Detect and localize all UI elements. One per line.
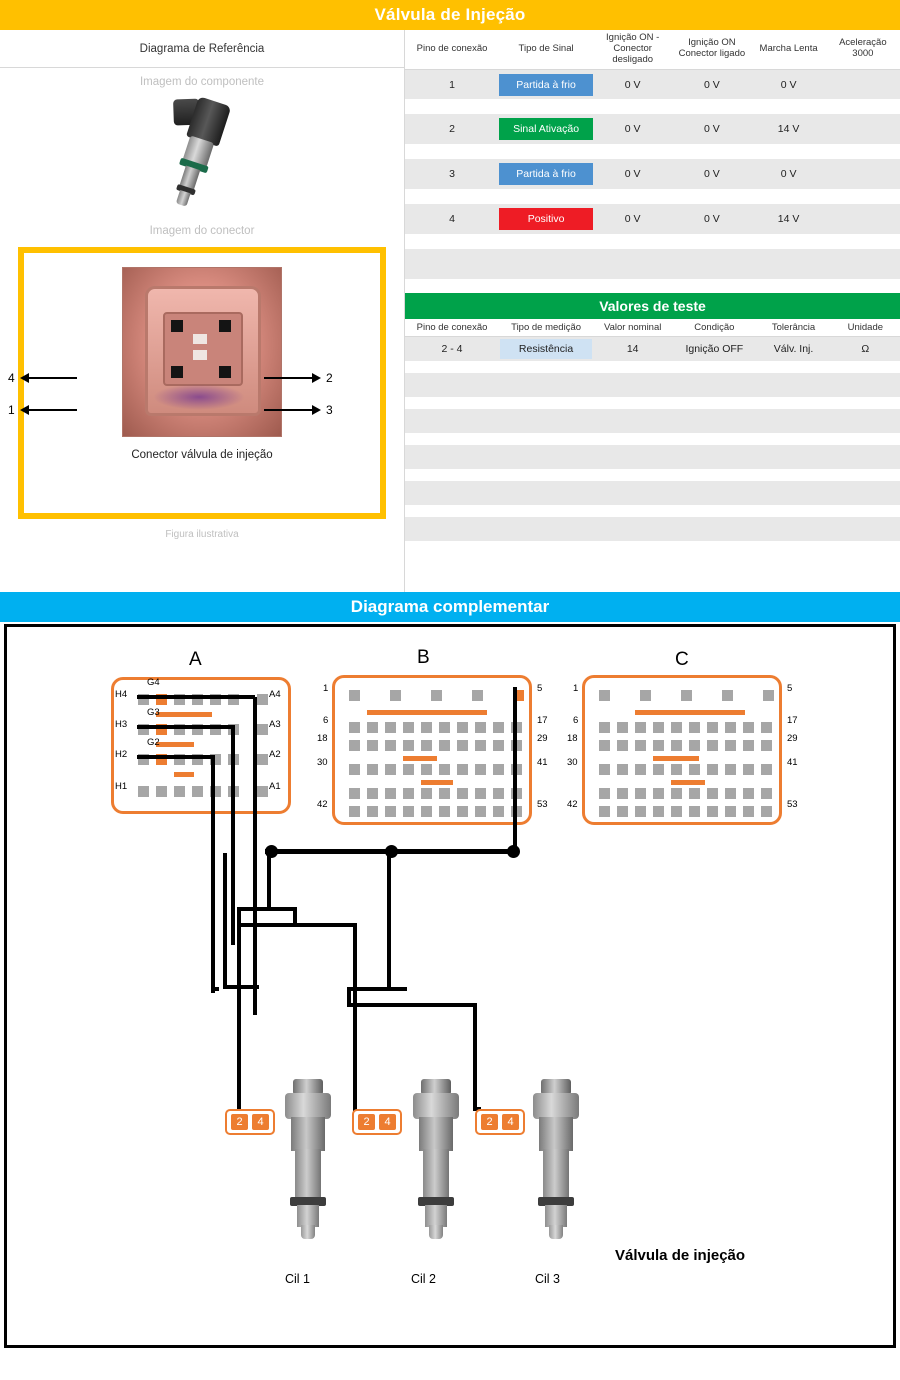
- pin-h1[interactable]: [138, 786, 149, 797]
- table-header-row: [405, 319, 900, 337]
- cell-v4: [826, 114, 900, 144]
- pin-c-row4-5[interactable]: [671, 764, 682, 775]
- connector-photo: [122, 267, 282, 437]
- cell-signal-type: [499, 204, 593, 234]
- connector-c-row-label-41-right: 41: [787, 757, 798, 768]
- measurements-panel: [405, 30, 900, 592]
- injector-2-graphic: [407, 1079, 465, 1239]
- pin-c-row3-1[interactable]: [599, 740, 610, 751]
- pin-row2-8[interactable]: [475, 722, 486, 733]
- pin-row2-7[interactable]: [457, 722, 468, 733]
- cell-v2: 0 V: [672, 159, 751, 189]
- reference-diagram-header: [0, 30, 404, 68]
- pin-a4[interactable]: [257, 694, 268, 705]
- cell-tolerance: Válv. Inj.: [756, 337, 830, 361]
- pin-row2-6[interactable]: [439, 722, 450, 733]
- pin-n[interactable]: [192, 786, 203, 797]
- pin-c-row6-4[interactable]: [653, 806, 664, 817]
- table-row-empty: [405, 249, 900, 279]
- table-row: [405, 337, 900, 361]
- pin-row2-2[interactable]: [367, 722, 378, 733]
- highlight-bar: [635, 710, 745, 715]
- connector-image-box: [8, 247, 386, 519]
- top-region: [0, 30, 900, 592]
- injector-1-graphic: [279, 1079, 337, 1239]
- table-spacer: [405, 361, 900, 373]
- pin-c-row2-9[interactable]: [743, 722, 754, 733]
- pin-row4-8[interactable]: [475, 764, 486, 775]
- connector-a-label: A: [189, 649, 202, 670]
- pin-row5-4[interactable]: [403, 788, 414, 799]
- pin-c-row5-4[interactable]: [653, 788, 664, 799]
- wire-inj1-signal: [237, 927, 241, 1115]
- pin-c-row2-3[interactable]: [635, 722, 646, 733]
- pin-c-row6-7[interactable]: [707, 806, 718, 817]
- connector-image-placeholder-label: Imagem do conector: [149, 225, 255, 237]
- cell-v2: 0 V: [672, 114, 751, 144]
- connector-c[interactable]: [582, 675, 782, 825]
- pin-row4-5[interactable]: [421, 764, 432, 775]
- cell-pin: 2: [405, 114, 499, 144]
- highlight-bar: [174, 772, 194, 777]
- pin-row5-7[interactable]: [457, 788, 468, 799]
- connector-b-row-label-42-left: 42: [317, 799, 328, 810]
- cell-pin: 3: [405, 159, 499, 189]
- pin-row6-9[interactable]: [493, 806, 504, 817]
- cell-nominal: 14: [593, 337, 672, 361]
- pin-c-row3-2[interactable]: [617, 740, 628, 751]
- pin-c-row4-2[interactable]: [617, 764, 628, 775]
- cell-v3: 0 V: [751, 69, 825, 99]
- pin-row4-3[interactable]: [385, 764, 396, 775]
- highlight-bar: [671, 780, 705, 785]
- wire-branch-1: [267, 853, 271, 911]
- connector-a-pin-label-h3: H3: [115, 719, 128, 730]
- cylinder-3-label: Cil 3: [535, 1272, 561, 1286]
- table-spacer: [405, 469, 900, 481]
- connector-c-row-label-18-left: 18: [567, 733, 578, 744]
- pin-a1[interactable]: [257, 786, 268, 797]
- pin-row6-6[interactable]: [439, 806, 450, 817]
- pin-row6-5[interactable]: [421, 806, 432, 817]
- cell-v4: [826, 69, 900, 99]
- injector-3-graphic: [527, 1079, 585, 1239]
- pin-c-row5-5[interactable]: [671, 788, 682, 799]
- pin-c-row2-7[interactable]: [707, 722, 718, 733]
- cell-v3: 0 V: [751, 159, 825, 189]
- connector-a-highlight-g2: G2: [147, 737, 160, 748]
- highlight-bar: [156, 742, 194, 747]
- pin-row4-2[interactable]: [367, 764, 378, 775]
- pin-row3-9[interactable]: [493, 740, 504, 751]
- diagram-legend: Válvula de injeção: [615, 1247, 746, 1264]
- pin-c-row6-1[interactable]: [599, 806, 610, 817]
- pin-row3-8[interactable]: [475, 740, 486, 751]
- connector-c-row-label-1-left: 1: [573, 683, 579, 694]
- connector-b-row-label-53-right: 53: [537, 799, 548, 810]
- cell-v3: 14 V: [751, 204, 825, 234]
- wire-signal-g2-h: [137, 755, 215, 759]
- pin-row3-3[interactable]: [385, 740, 396, 751]
- pin-row4-4[interactable]: [403, 764, 414, 775]
- pin-c-row5-8[interactable]: [725, 788, 736, 799]
- col-ign-on-disconnected: Ignição ON - Conector desligado: [593, 30, 672, 69]
- connector-c-row-label-30-left: 30: [567, 757, 578, 768]
- connector-c-row-label-42-left: 42: [567, 799, 578, 810]
- pin-row5-5[interactable]: [421, 788, 432, 799]
- pin-c-row2-8[interactable]: [725, 722, 736, 733]
- pin-row5-8[interactable]: [475, 788, 486, 799]
- pin-row6-7[interactable]: [457, 806, 468, 817]
- wire-signal-g3-v: [231, 725, 235, 945]
- pin-c-row2-1[interactable]: [599, 722, 610, 733]
- pin-c-row4-7[interactable]: [707, 764, 718, 775]
- pin-c-row3-9[interactable]: [743, 740, 754, 751]
- reference-diagram-panel: [0, 30, 405, 592]
- connector-pin-1-callout: [8, 403, 77, 417]
- pin-row5-6[interactable]: [439, 788, 450, 799]
- connector-c-label: C: [675, 649, 689, 670]
- signal-badge: Sinal Ativação: [499, 118, 593, 140]
- injector-2-pinbox[interactable]: [352, 1109, 402, 1135]
- connector-pin-4-label: 4: [8, 371, 15, 385]
- complementary-diagram-title: [0, 592, 900, 622]
- table-row: [405, 204, 900, 234]
- injector-1-pin-4: 4: [252, 1114, 269, 1130]
- pin-row2-1[interactable]: [349, 722, 360, 733]
- pin-row6-8[interactable]: [475, 806, 486, 817]
- pin-row2-5[interactable]: [421, 722, 432, 733]
- col-pin: Pino de conexão: [405, 30, 499, 69]
- pin-c-row6-6[interactable]: [689, 806, 700, 817]
- pin-row5-1[interactable]: [349, 788, 360, 799]
- wire-branch-3-kink: [215, 987, 219, 991]
- pin-row2-9[interactable]: [493, 722, 504, 733]
- connector-b[interactable]: [332, 675, 532, 825]
- wire-branch-2-kink: [347, 987, 407, 991]
- pin-c-row2-6[interactable]: [689, 722, 700, 733]
- signal-badge: Positivo: [499, 208, 593, 230]
- col-idle: Marcha Lenta: [751, 30, 825, 69]
- pin-c3[interactable]: [681, 690, 692, 701]
- table-row-empty: [405, 481, 900, 505]
- component-image-placeholder-label: Imagem do componente: [139, 76, 265, 88]
- connector-a-highlight-g4: G4: [147, 677, 160, 688]
- signal-badge: Partida à frio: [499, 163, 593, 185]
- col-condition: Condição: [672, 319, 756, 337]
- pin-a2[interactable]: [257, 754, 268, 765]
- col-signal-type: Tipo de Sinal: [499, 30, 593, 69]
- highlight-bar: [403, 756, 437, 761]
- wire-positive-vertical: [513, 687, 517, 852]
- arrow-left-icon: [20, 373, 29, 383]
- pin-c-row3-5[interactable]: [671, 740, 682, 751]
- table-header-row: [405, 30, 900, 69]
- col-accel-3000: Aceleração 3000: [826, 30, 900, 69]
- connector-b-row-label-29-right: 29: [537, 733, 548, 744]
- injector-3-pinbox[interactable]: [475, 1109, 525, 1135]
- test-values-title: [405, 293, 900, 319]
- col-nominal: Valor nominal: [593, 319, 672, 337]
- highlight-bar: [653, 756, 699, 761]
- highlight-bar: [156, 712, 212, 717]
- pin-c-row3-3[interactable]: [635, 740, 646, 751]
- pin-c-row6-3[interactable]: [635, 806, 646, 817]
- connector-a-pin-label-a3: A3: [269, 719, 281, 730]
- wire-branch-1-out: [293, 923, 357, 927]
- injector-1-pin-2: 2: [231, 1114, 248, 1130]
- pin-c-row3-6[interactable]: [689, 740, 700, 751]
- injector-3-pin-2: 2: [481, 1114, 498, 1130]
- connector-a-pin-label-h4: H4: [115, 689, 128, 700]
- pin-b3[interactable]: [431, 690, 442, 701]
- connector-a-highlight-g3: G3: [147, 707, 160, 718]
- pin-row5-3[interactable]: [385, 788, 396, 799]
- pin-row4-1[interactable]: [349, 764, 360, 775]
- wire-branch-1-down: [353, 923, 357, 1111]
- wire-branch-1c: [237, 923, 297, 927]
- pin-c-row5-6[interactable]: [689, 788, 700, 799]
- pin-c-row3-10[interactable]: [761, 740, 772, 751]
- cell-v1: 0 V: [593, 159, 672, 189]
- wire-branch-1-kink: [237, 907, 297, 911]
- connector-b-row-label-1-left: 1: [323, 683, 329, 694]
- pin-c-row5-2[interactable]: [617, 788, 628, 799]
- pin-c-row6-10[interactable]: [761, 806, 772, 817]
- pin-c-row5-9[interactable]: [743, 788, 754, 799]
- highlight-bar: [421, 780, 453, 785]
- table-spacer: [405, 99, 900, 114]
- connector-caption: Conector válvula de injeção: [131, 449, 273, 461]
- pin-row3-6[interactable]: [439, 740, 450, 751]
- pin-row3-1[interactable]: [349, 740, 360, 751]
- complementary-diagram-title-text: Diagrama complementar: [350, 597, 550, 616]
- pin-c-row6-8[interactable]: [725, 806, 736, 817]
- cell-v1: 0 V: [593, 69, 672, 99]
- connector-c-row-label-5-right: 5: [787, 683, 793, 694]
- connector-b-row-label-5-right: 5: [537, 683, 543, 694]
- pin-b2[interactable]: [390, 690, 401, 701]
- pin-c-row3-4[interactable]: [653, 740, 664, 751]
- table-row: [405, 69, 900, 99]
- connector-pin-3-callout: [264, 403, 333, 417]
- pin-row5-2[interactable]: [367, 788, 378, 799]
- arrow-left-icon: [20, 405, 29, 415]
- pin-m[interactable]: [174, 786, 185, 797]
- wire-signal-g4: [253, 697, 257, 1015]
- connector-c-row-label-53-right: 53: [787, 799, 798, 810]
- highlight-bar: [367, 710, 487, 715]
- table-spacer: [405, 433, 900, 445]
- pin-c-row6-9[interactable]: [743, 806, 754, 817]
- cylinder-2-label: Cil 2: [411, 1272, 437, 1286]
- connector-a-pin-label-a2: A2: [269, 749, 281, 760]
- pin-c-row4-3[interactable]: [635, 764, 646, 775]
- connector-b-row-label-18-left: 18: [317, 733, 328, 744]
- pin-c-row6-2[interactable]: [617, 806, 628, 817]
- table-spacer: [405, 189, 900, 204]
- page-title: [0, 0, 900, 30]
- col-pin: Pino de conexão: [405, 319, 499, 337]
- connector-c-row-label-29-right: 29: [787, 733, 798, 744]
- pin-g1[interactable]: [156, 786, 167, 797]
- table-spacer: [405, 505, 900, 517]
- pin-row2-3[interactable]: [385, 722, 396, 733]
- injector-1-pinbox[interactable]: [225, 1109, 275, 1135]
- pin-c2[interactable]: [640, 690, 651, 701]
- pin-c-row4-10[interactable]: [761, 764, 772, 775]
- pin-c-row3-7[interactable]: [707, 740, 718, 751]
- pin-a3[interactable]: [257, 724, 268, 735]
- junction-node-3: [507, 845, 520, 858]
- table-row: [405, 114, 900, 144]
- pin-row6-2[interactable]: [367, 806, 378, 817]
- table-spacer: [405, 234, 900, 249]
- pin-c-row4-8[interactable]: [725, 764, 736, 775]
- wire-signal-g4-h: [137, 695, 255, 699]
- table-row-empty: [405, 409, 900, 433]
- col-measure-type: Tipo de medição: [499, 319, 593, 337]
- measure-badge: Resistência: [500, 339, 592, 359]
- pin-c-row4-6[interactable]: [689, 764, 700, 775]
- table-row-empty: [405, 373, 900, 397]
- connector-pin-2-label: 2: [326, 371, 333, 385]
- signal-table: [405, 30, 900, 279]
- cell-v2: 0 V: [672, 204, 751, 234]
- pin-row3-7[interactable]: [457, 740, 468, 751]
- wire-branch-2-out: [403, 1003, 477, 1007]
- injector-3-pin-4: 4: [502, 1114, 519, 1130]
- cell-v4: [826, 204, 900, 234]
- pin-c1[interactable]: [599, 690, 610, 701]
- col-tolerance: Tolerância: [756, 319, 830, 337]
- reference-diagram-header-text: Diagrama de Referência: [139, 42, 265, 55]
- wire-signal-g3-h: [137, 725, 235, 729]
- pin-row6-1[interactable]: [349, 806, 360, 817]
- pin-c-row4-9[interactable]: [743, 764, 754, 775]
- test-values-table: [405, 319, 900, 541]
- cell-v3: 14 V: [751, 114, 825, 144]
- pin-row3-4[interactable]: [403, 740, 414, 751]
- connector-a-pin-label-h2: H2: [115, 749, 128, 760]
- pin-c-row3-8[interactable]: [725, 740, 736, 751]
- pin-c-row6-5[interactable]: [671, 806, 682, 817]
- connector-b-row-label-6-left: 6: [323, 715, 329, 726]
- connector-c-row-label-6-left: 6: [573, 715, 579, 726]
- injector-2-pin-2: 2: [358, 1114, 375, 1130]
- connector-pin-3-label: 3: [326, 403, 333, 417]
- connector-b-row-label-30-left: 30: [317, 757, 328, 768]
- wire-branch-2c: [347, 1003, 407, 1007]
- pin-b1[interactable]: [349, 690, 360, 701]
- pin-row6-4[interactable]: [403, 806, 414, 817]
- cell-pin: 1: [405, 69, 499, 99]
- table-row: [405, 159, 900, 189]
- pin-c-row5-7[interactable]: [707, 788, 718, 799]
- complementary-diagram: [4, 624, 896, 1348]
- pin-row5-9[interactable]: [493, 788, 504, 799]
- cell-pin: 2 - 4: [405, 337, 499, 361]
- pin-c-row2-5[interactable]: [671, 722, 682, 733]
- pin-b4[interactable]: [472, 690, 483, 701]
- cell-v2: 0 V: [672, 69, 751, 99]
- figure-note: Figura ilustrativa: [165, 529, 239, 540]
- page-title-text: Válvula de Injeção: [374, 5, 526, 24]
- pin-c-row2-2[interactable]: [617, 722, 628, 733]
- pin-row6-3[interactable]: [385, 806, 396, 817]
- connector-pin-1-label: 1: [8, 403, 15, 417]
- connector-a-pin-label-a4: A4: [269, 689, 281, 700]
- pin-c5[interactable]: [763, 690, 774, 701]
- arrow-right-icon: [312, 405, 321, 415]
- connector-a-pin-label-a1: A1: [269, 781, 281, 792]
- cell-signal-type: [499, 69, 593, 99]
- pin-c-row5-3[interactable]: [635, 788, 646, 799]
- injector-2-pin-4: 4: [379, 1114, 396, 1130]
- pin-row4-6[interactable]: [439, 764, 450, 775]
- wire-branch-2: [387, 853, 391, 991]
- wire-branch-3: [223, 853, 227, 989]
- pin-c-row2-10[interactable]: [761, 722, 772, 733]
- pin-row3-2[interactable]: [367, 740, 378, 751]
- pin-c-row4-1[interactable]: [599, 764, 610, 775]
- connector-b-label: B: [417, 647, 430, 668]
- connector-b-row-label-17-right: 17: [537, 715, 548, 726]
- cell-pin: 4: [405, 204, 499, 234]
- pin-row2-4[interactable]: [403, 722, 414, 733]
- connector-b-row-label-41-right: 41: [537, 757, 548, 768]
- table-row-empty: [405, 445, 900, 469]
- connector-a-pin-label-h1: H1: [115, 781, 128, 792]
- cell-signal-type: [499, 114, 593, 144]
- arrow-right-icon: [312, 373, 321, 383]
- col-ign-on-connected: Ignição ON Conector ligado: [672, 30, 751, 69]
- component-image: [0, 92, 404, 217]
- wire-branch-2-down: [473, 1003, 477, 1111]
- signal-badge: Partida à frio: [499, 74, 593, 96]
- col-unit: Unidade: [831, 319, 900, 337]
- cell-v1: 0 V: [593, 204, 672, 234]
- pin-c-row4-4[interactable]: [653, 764, 664, 775]
- wire-signal-g2-v: [211, 755, 215, 993]
- pin-row3-5[interactable]: [421, 740, 432, 751]
- pin-c-row5-10[interactable]: [761, 788, 772, 799]
- cell-signal-type: [499, 159, 593, 189]
- connector-c-row-label-17-right: 17: [787, 715, 798, 726]
- injector-illustration-icon: [131, 81, 272, 227]
- table-spacer: [405, 397, 900, 409]
- pin-c-row5-1[interactable]: [599, 788, 610, 799]
- connector-pin-4-callout: [8, 371, 77, 385]
- table-spacer: [405, 144, 900, 159]
- pin-c-row2-4[interactable]: [653, 722, 664, 733]
- cell-condition: Ignição OFF: [672, 337, 756, 361]
- table-row-empty: [405, 517, 900, 541]
- cylinder-1-label: Cil 1: [285, 1272, 311, 1286]
- cell-v4: [826, 159, 900, 189]
- cell-v1: 0 V: [593, 114, 672, 144]
- pin-row4-9[interactable]: [493, 764, 504, 775]
- pin-row4-7[interactable]: [457, 764, 468, 775]
- pin-c4[interactable]: [722, 690, 733, 701]
- cell-unit: Ω: [831, 337, 900, 361]
- test-values-title-text: Valores de teste: [599, 298, 706, 315]
- connector-pin-2-callout: [264, 371, 333, 385]
- cell-measure-type: [499, 337, 593, 361]
